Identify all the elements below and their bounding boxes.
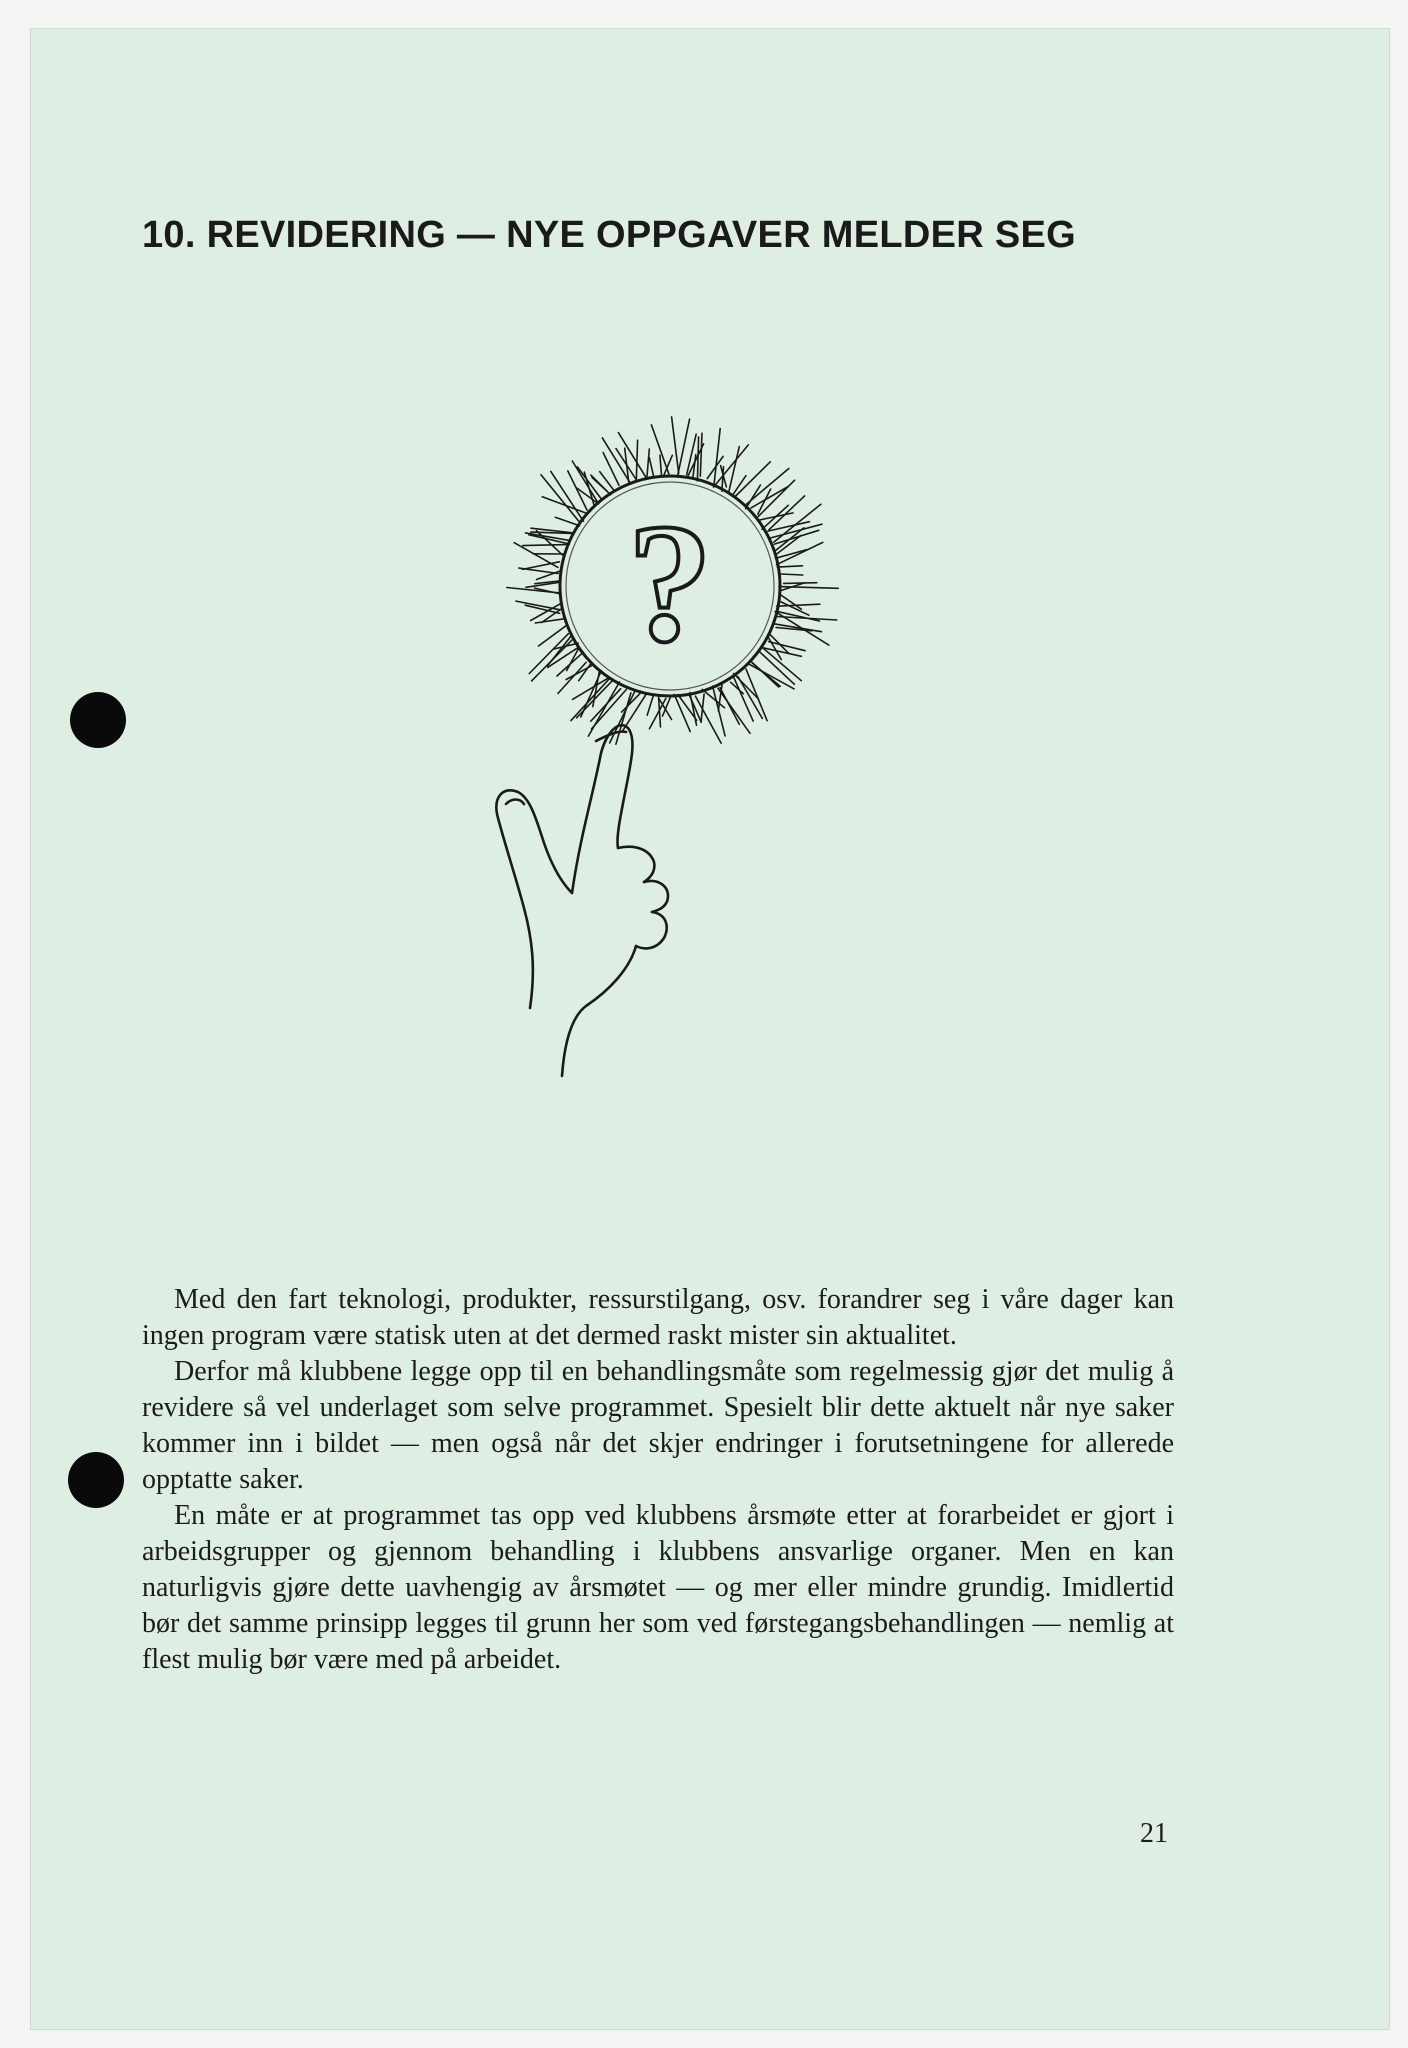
paragraph-3: En måte er at programmet tas opp ved klubbens årsmøte etter at forarbeidet er gjort i arbeidsgrupper og gjennom behandling i klubbens ansvarlige organer. Men en kan naturligvis gjøre dette uavhengig av årsmøtet — og mer eller mindre grundig. Imidlertid bør det samme prinsipp legges til grunn her som ved førstegangsbehandlingen — nemlig at flest mulig bør være med på arbeidet.	[142, 1500, 1174, 1675]
sunburst-ray	[777, 604, 820, 606]
sunburst-ray	[660, 455, 662, 476]
sunburst-ray	[622, 693, 641, 713]
sunburst-ray	[542, 497, 587, 514]
sunburst-ray	[636, 440, 637, 481]
sunburst-ray	[777, 566, 802, 567]
sunburst-ray	[551, 471, 584, 521]
sunburst-ray	[775, 528, 804, 551]
sunburst-ray	[567, 649, 579, 671]
page-number: 21	[1140, 1818, 1168, 1849]
pointing-hand	[496, 725, 668, 1076]
sunburst-ray	[700, 433, 702, 476]
paragraph-1: Med den fart teknologi, produkter, ressurstilgang, osv. forandrer seg i våre dager kan ingen program være statisk uten at det dermed raskt mister sin aktualitet.	[142, 1284, 1174, 1351]
sunburst-ray	[558, 662, 586, 693]
sunburst-ray	[649, 458, 654, 478]
sunburst-ray	[647, 695, 653, 716]
sunburst-ray	[756, 480, 794, 518]
body-text	[142, 1282, 1174, 1678]
sunburst-ray	[535, 619, 564, 623]
sunburst-ray	[616, 693, 631, 744]
sunburst-ray	[729, 447, 739, 492]
paragraph-2: Derfor må klubbene legge opp til en behandlingsmåte som regelmessig gjør det mulig å revidere så vel underlaget som selve programmet. Spesielt blir dette aktuelt når nye saker kommer inn i bildet — men også når det skjer endringer i forutsetningene for allerede opptatte saker.	[142, 1356, 1174, 1495]
sunburst-ray	[600, 472, 615, 492]
sunburst-ray	[591, 475, 611, 495]
sunburst-ray	[672, 417, 679, 474]
question-mark-glyph: ?	[627, 489, 713, 677]
question-mark-pointing-hand-icon	[470, 378, 890, 1078]
sunburst-ray	[566, 666, 591, 680]
sunburst-ray	[746, 485, 761, 509]
sunburst-ray	[536, 531, 564, 557]
punch-hole-bottom	[68, 1452, 124, 1508]
sunburst-ray	[784, 583, 817, 584]
sunburst-ray	[523, 545, 567, 546]
document-page	[30, 28, 1390, 2030]
sunburst-ray	[777, 542, 823, 564]
sunburst-ray	[659, 699, 672, 720]
sunburst-ray	[736, 462, 771, 496]
sunburst-ray	[714, 429, 720, 485]
sunburst-ray	[697, 437, 698, 481]
punch-hole-top	[70, 692, 126, 748]
sunburst-ray	[748, 663, 795, 689]
chapter-heading: 10. REVIDERING — NYE OPPGAVER MELDER SEG	[142, 214, 1077, 256]
sunburst-ray	[780, 574, 802, 575]
sunburst-ray	[647, 449, 649, 476]
sunburst-ray	[572, 461, 598, 504]
sunburst-ray	[539, 625, 568, 646]
